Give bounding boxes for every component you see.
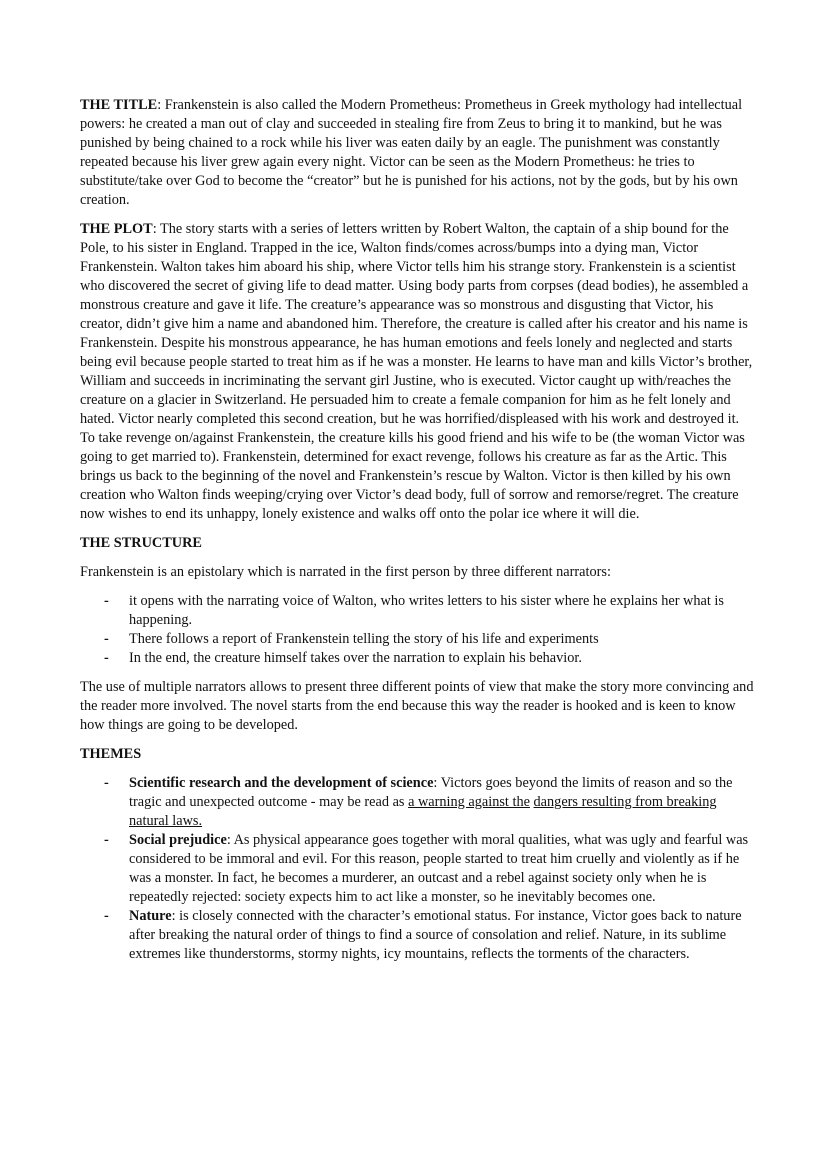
theme-term: Social prejudice	[129, 832, 227, 848]
plot-heading: THE PLOT	[80, 221, 153, 237]
list-item: - There follows a report of Frankenstein telling the story of his life and experiments	[80, 630, 756, 649]
title-paragraph	[80, 96, 756, 210]
theme-item-nature	[80, 907, 756, 964]
plot-paragraph	[80, 220, 756, 524]
structure-heading: THE STRUCTURE	[80, 535, 202, 551]
underlined-phrase: a warning against the	[408, 794, 530, 810]
theme-text: : is closely connected with the character’s emotional status. For instance, Victor goes back to nature after breaking the natural order of things to find a source of consolation and relief. Nature, in its sublime extremes like thunderstorms, stormy nights, icy mountains, reflects the torments of the characters.	[129, 908, 742, 962]
theme-item-science	[80, 774, 756, 831]
structure-outro: The use of multiple narrators allows to present three different points of view that make the story more convincing and the reader more involved. The novel starts from the end because this way the reader is hooked and is keen to know how things are going to be developed.	[80, 679, 754, 733]
theme-term: Scientific research and the development of science	[129, 775, 434, 791]
theme-text: : Victors goes beyond the limits of reason and so the tragic and unexpected outcome - may be read as	[129, 775, 733, 810]
underlined-phrase: dangers resulting from breaking natural laws.	[129, 794, 717, 829]
structure-intro: Frankenstein is an epistolary which is narrated in the first person by three different narrators:	[80, 564, 611, 580]
list-item: - In the end, the creature himself takes over the narration to explain his behavior.	[80, 649, 756, 668]
title-text: : Frankenstein is also called the Modern Prometheus: Prometheus in Greek mythology had intellectual powers: he created a man out of clay and succeeded in stealing fire from Zeus to bring it to mankind, but he was punished by being chained to a rock while his liver was eaten daily by an eagle. The punishment was constantly repeated because his liver grew again every night. Victor can be seen as the Modern Prometheus: he tries to substitute/take over God to become the “creator” but he is punished for his actions, not by the gods, but by his own creation.	[80, 97, 743, 208]
theme-text: : As physical appearance goes together with moral qualities, what was ugly and fearful was considered to be immoral and evil. For this reason, people started to treat him cruelly and violently as if he was a monster. In fact, he becomes a murderer, an outcast and a rebel against society only when he is repeatedly rejected: society expects him to act like a monster, so he inevitably becomes one.	[129, 832, 749, 905]
title-heading: THE TITLE	[80, 97, 158, 113]
theme-term: Nature	[129, 908, 172, 924]
themes-list	[80, 774, 756, 964]
plot-text: : The story starts with a series of letters written by Robert Walton, the captain of a ship bound for the Pole, to his sister in England. Trapped in the ice, Walton finds/comes across/bumps into a dying man, Victor Frankenstein. Walton takes him aboard his ship, where Victor tells him his strange story. Frankenstein is a scientist who discovered the secret of giving life to dead matter. Using body parts from corpses (dead bodies), he assembled a monstrous creature and gave it life. The creature’s appearance was so monstrous and disgusting that Victor, his creator, didn’t give him a name and abandoned him. Therefore, the creature is called after his creator and his name is Frankenstein. Despite his monstrous appearance, he has human emotions and feels lonely and neglected and starts being evil because people started to treat him as if he was a monster. He learns to have man and kills Victor’s brother, William and succeeds in incriminating the servant girl Justine, who is executed. Victor caught up with/reaches the creature on a glacier in Switzerland. He persuaded him to create a female companion for him as he felt lonely and hated. Victor nearly completed this second creation, but he was horrified/displeased with his work and destroyed it. To take revenge on/against Frankenstein, the creature kills his good friend and his wife to be (the woman Victor was going to get married to). Frankenstein, determined for exact revenge, follows his creature as far as the Artic. This brings us back to the beginning of the novel and Frankenstein’s rescue by Walton. Victor is then killed by his own creation who Walton finds weeping/crying over Victor’s dead body, full of sorrow and remorse/regret. The creature now wishes to end its unhappy, lonely existence and walks off onto the polar ice where it will die.	[80, 221, 753, 522]
theme-item-social-prejudice	[80, 831, 756, 907]
structure-list	[80, 592, 756, 668]
list-item: - it opens with the narrating voice of Walton, who writes letters to his sister where he explains her what is happening.	[80, 592, 756, 630]
themes-heading: THEMES	[80, 746, 142, 762]
